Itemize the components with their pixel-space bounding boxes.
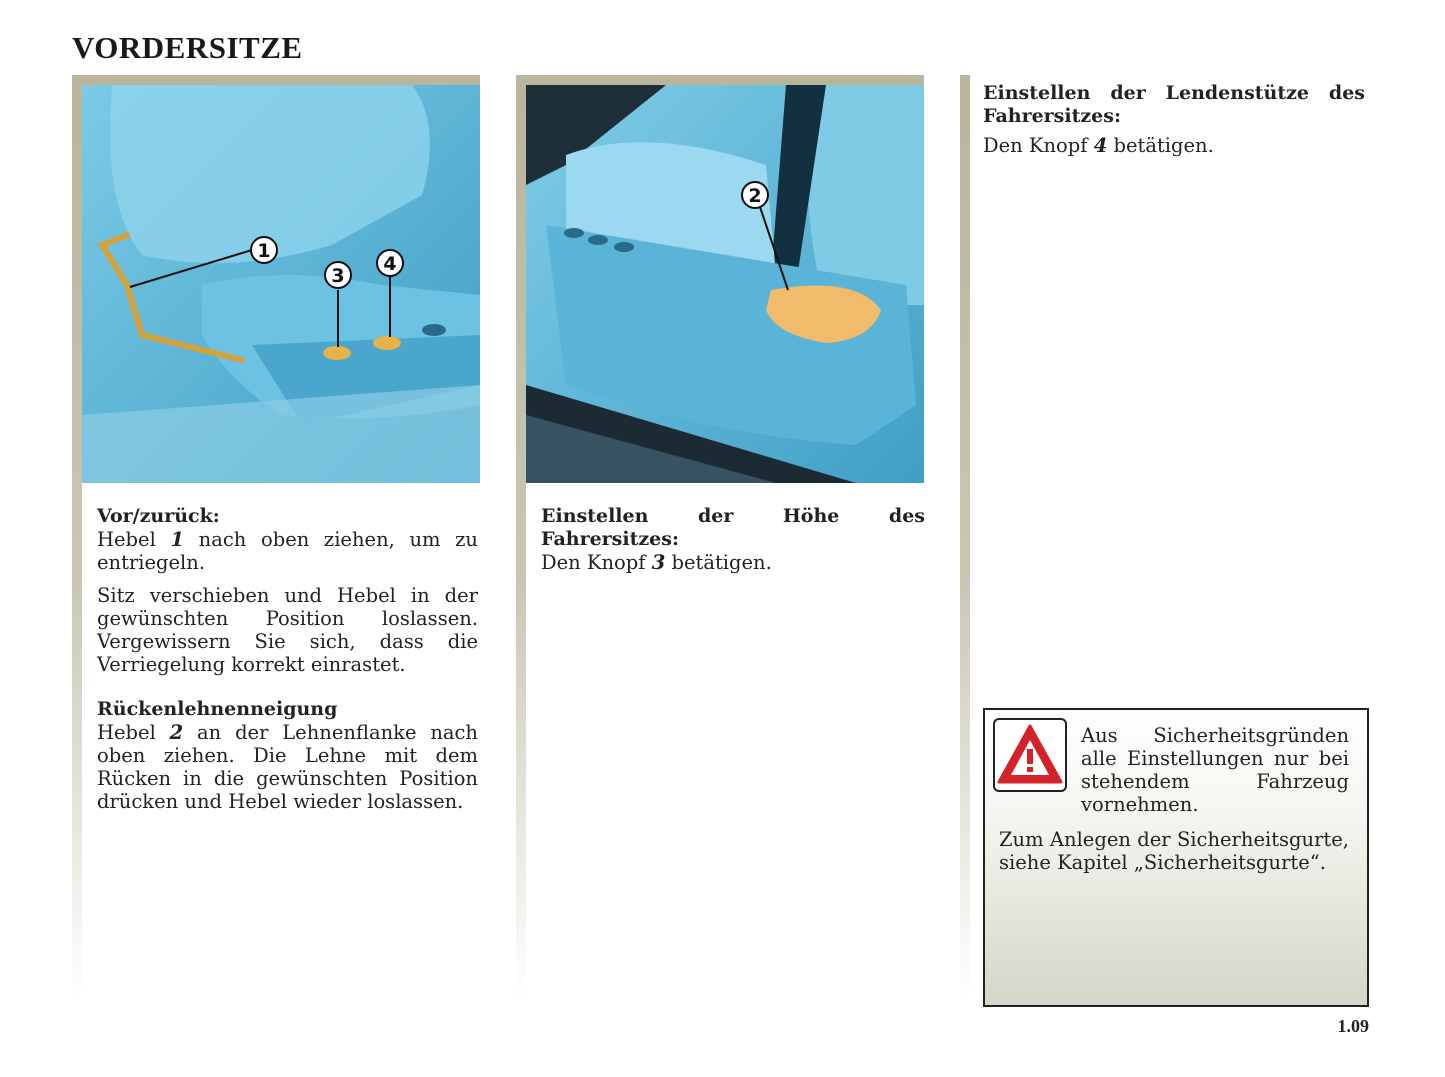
paragraph: Hebel 1 nach oben ziehen, um zu entriegeln. <box>97 528 478 574</box>
paragraph: Sitz verschieben und Hebel in der gewünschten Position loslassen. Vergewissern Sie sich, dass die Verriegelung korrekt einrastet. <box>97 584 478 676</box>
paragraph: Hebel 2 an der Lehnenflanke nach oben ziehen. Die Lehne mit dem Rücken in die gewünschten Position drücken und Hebel wieder loslassen. <box>97 721 478 813</box>
section-heading-backrest: Rückenlehnenneigung <box>97 698 338 720</box>
callout-4: 4 <box>383 253 397 275</box>
column-1-text <box>97 505 478 835</box>
paragraph: Den Knopf 3 betätigen. <box>541 551 772 574</box>
callout-1: 1 <box>257 240 271 262</box>
page-title: VORDERSITZE <box>72 30 303 65</box>
seatbelt-reference-text: Zum Anlegen der Sicherheitsgurte, siehe Kapitel „Sicherheitsgurte“. <box>999 828 1349 874</box>
warning-text: Aus Sicherheitsgründen alle Einstellungen nur bei stehendem Fahrzeug vornehmen. <box>1081 724 1349 816</box>
column-2-bar <box>516 75 526 1000</box>
section-heading-seat-height: Einstellen der Höhe des Fahrersitzes: <box>541 505 925 550</box>
callout-2: 2 <box>748 185 762 207</box>
section-heading-lumbar: Einstellen der Lendenstütze des Fahrersitzes: <box>983 82 1365 127</box>
column-2-text <box>541 505 925 584</box>
column-2-top-rule <box>516 75 924 85</box>
warning-box <box>983 708 1369 1007</box>
column-1-top-rule <box>72 75 480 85</box>
column-1-bar <box>72 75 82 1000</box>
warning-triangle-icon <box>993 718 1067 792</box>
callout-3: 3 <box>331 265 345 287</box>
paragraph: Den Knopf 4 betätigen. <box>983 134 1214 157</box>
page-number: 1.09 <box>1337 1016 1369 1036</box>
column-3-bar <box>960 75 970 1000</box>
section-heading-forward-back: Vor/zurück: <box>97 505 220 527</box>
seat-photo-2 <box>526 85 924 483</box>
seat-photo-1 <box>82 85 480 483</box>
column-3-text <box>983 82 1365 167</box>
